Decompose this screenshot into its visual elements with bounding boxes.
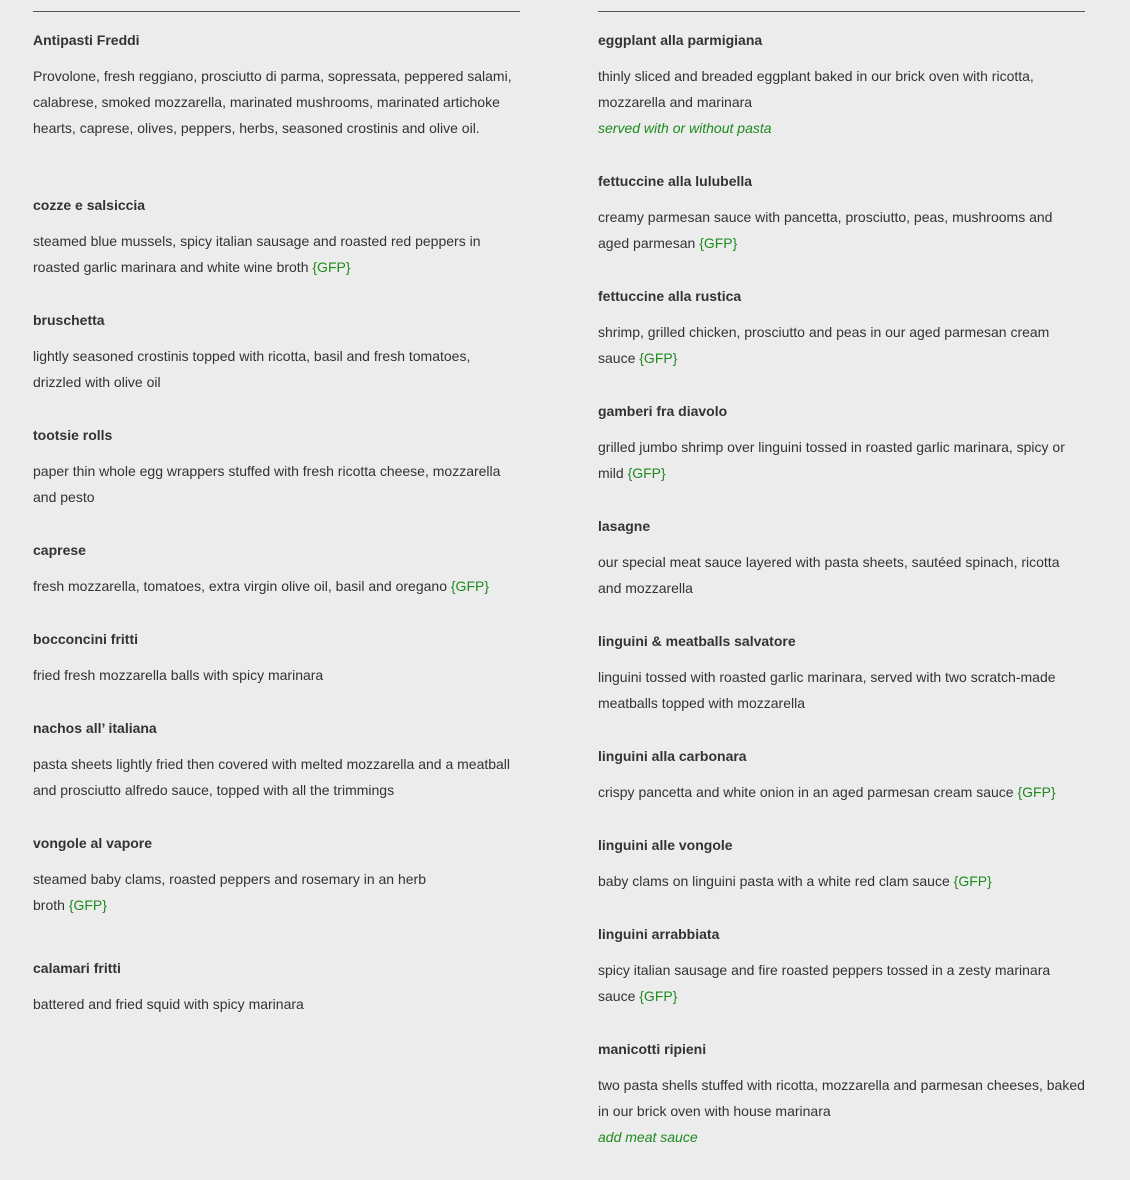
menu-item — [33, 310, 520, 395]
item-description: thinly sliced and breaded eggplant baked in our brick oven with ricotta, mozzarella and marinara — [598, 68, 1034, 110]
gfp-tag: {GFP} — [627, 465, 666, 481]
item-description: steamed baby clams, roasted peppers and rosemary in an herb broth {GFP} — [33, 871, 426, 913]
item-note: add meat sauce — [598, 1129, 698, 1145]
item-name: eggplant alla parmigiana — [598, 32, 763, 48]
item-description: paper thin whole egg wrappers stuffed with fresh ricotta cheese, mozzarella and pesto — [33, 463, 501, 505]
menu-item — [33, 425, 520, 510]
item-description: baby clams on linguini pasta with a white red clam sauce {GFP} — [598, 873, 992, 889]
menu-item — [33, 833, 520, 918]
menu-item — [598, 631, 1085, 716]
item-name: linguini arrabbiata — [598, 926, 720, 942]
item-description: grilled jumbo shrimp over linguini tossed in roasted garlic marinara, spicy or mild {GFP} — [598, 439, 1065, 481]
item-name: lasagne — [598, 518, 651, 534]
item-name: bocconcini fritti — [33, 631, 138, 647]
item-name: nachos all’ italiana — [33, 720, 157, 736]
menu-item — [598, 746, 1085, 805]
menu-item — [33, 958, 520, 1017]
menu-item — [598, 286, 1085, 371]
item-name: bruschetta — [33, 312, 105, 328]
gfp-tag: {GFP} — [639, 350, 678, 366]
item-description: two pasta shells stuffed with ricotta, mozzarella and parmesan cheeses, baked in our brick oven with house marinara — [598, 1077, 1085, 1119]
item-description: spicy italian sausage and fire roasted peppers tossed in a zesty marinara sauce {GFP} — [598, 962, 1051, 1004]
item-name: caprese — [33, 542, 86, 558]
item-description: lightly seasoned crostinis topped with ricotta, basil and fresh tomatoes, drizzled with olive oil — [33, 348, 471, 390]
item-name: tootsie rolls — [33, 427, 113, 443]
item-name: fettuccine alla rustica — [598, 288, 742, 304]
gfp-tag: {GFP} — [639, 988, 678, 1004]
divider-left — [33, 0, 520, 12]
item-description: steamed blue mussels, spicy italian sausage and roasted red peppers in roasted garlic marinara and white wine broth {GFP} — [33, 233, 481, 275]
gfp-tag: {GFP} — [699, 235, 738, 251]
item-name: fettuccine alla lulubella — [598, 173, 753, 189]
menu-item — [598, 516, 1085, 601]
menu-item — [598, 401, 1085, 486]
item-name: calamari fritti — [33, 960, 121, 976]
menu-item — [33, 540, 520, 599]
item-description: battered and fried squid with spicy marinara — [33, 996, 304, 1012]
item-name: linguini alle vongole — [598, 837, 733, 853]
gfp-tag: {GFP} — [450, 578, 490, 594]
item-name: vongole al vapore — [33, 835, 153, 851]
item-description: shrimp, grilled chicken, prosciutto and peas in our aged parmesan cream sauce {GFP} — [598, 324, 1050, 366]
divider-right — [598, 0, 1085, 12]
item-name: gamberi fra diavolo — [598, 403, 728, 419]
menu-column-left — [33, 0, 520, 1047]
item-description: fresh mozzarella, tomatoes, extra virgin olive oil, basil and oregano {GFP} — [33, 578, 490, 594]
item-description: creamy parmesan sauce with pancetta, prosciutto, peas, mushrooms and aged parmesan {GFP} — [598, 209, 1053, 251]
item-name: cozze e salsiccia — [33, 197, 146, 213]
menu-item — [33, 629, 520, 688]
menu-column-right — [598, 0, 1085, 1180]
gfp-tag: {GFP} — [953, 873, 992, 889]
item-name: Antipasti Freddi — [33, 32, 140, 48]
menu-item — [33, 718, 520, 803]
item-description: our special meat sauce layered with pasta sheets, sautéed spinach, ricotta and mozzarella — [598, 554, 1060, 596]
gfp-tag: {GFP} — [1017, 784, 1056, 800]
item-description: crispy pancetta and white onion in an aged parmesan cream sauce {GFP} — [598, 784, 1056, 800]
menu-item — [33, 195, 520, 280]
item-name: manicotti ripieni — [598, 1041, 707, 1057]
menu-item — [598, 30, 1085, 141]
gfp-tag: {GFP} — [68, 897, 107, 913]
menu-item — [598, 835, 1085, 894]
item-description: Provolone, fresh reggiano, prosciutto di parma, sopressata, peppered salami, calabrese, smoked mozzarella, marinated mushrooms, marinated artichoke hearts, caprese, olives, peppers, herbs, seasoned crostinis and olive oil. — [33, 68, 512, 136]
menu-item — [598, 171, 1085, 256]
item-description: fried fresh mozzarella balls with spicy marinara — [33, 667, 324, 683]
menu-item — [598, 924, 1085, 1009]
item-name: linguini & meatballs salvatore — [598, 633, 796, 649]
menu-item — [598, 1039, 1085, 1150]
item-description: pasta sheets lightly fried then covered with melted mozzarella and a meatball and prosciutto alfredo sauce, topped with all the trimmings — [33, 756, 511, 798]
gfp-tag: {GFP} — [312, 259, 351, 275]
item-note: served with or without pasta — [598, 120, 772, 136]
item-name: linguini alla carbonara — [598, 748, 747, 764]
menu-item — [33, 30, 520, 141]
item-description: linguini tossed with roasted garlic marinara, served with two scratch-made meatballs topped with mozzarella — [598, 669, 1056, 711]
